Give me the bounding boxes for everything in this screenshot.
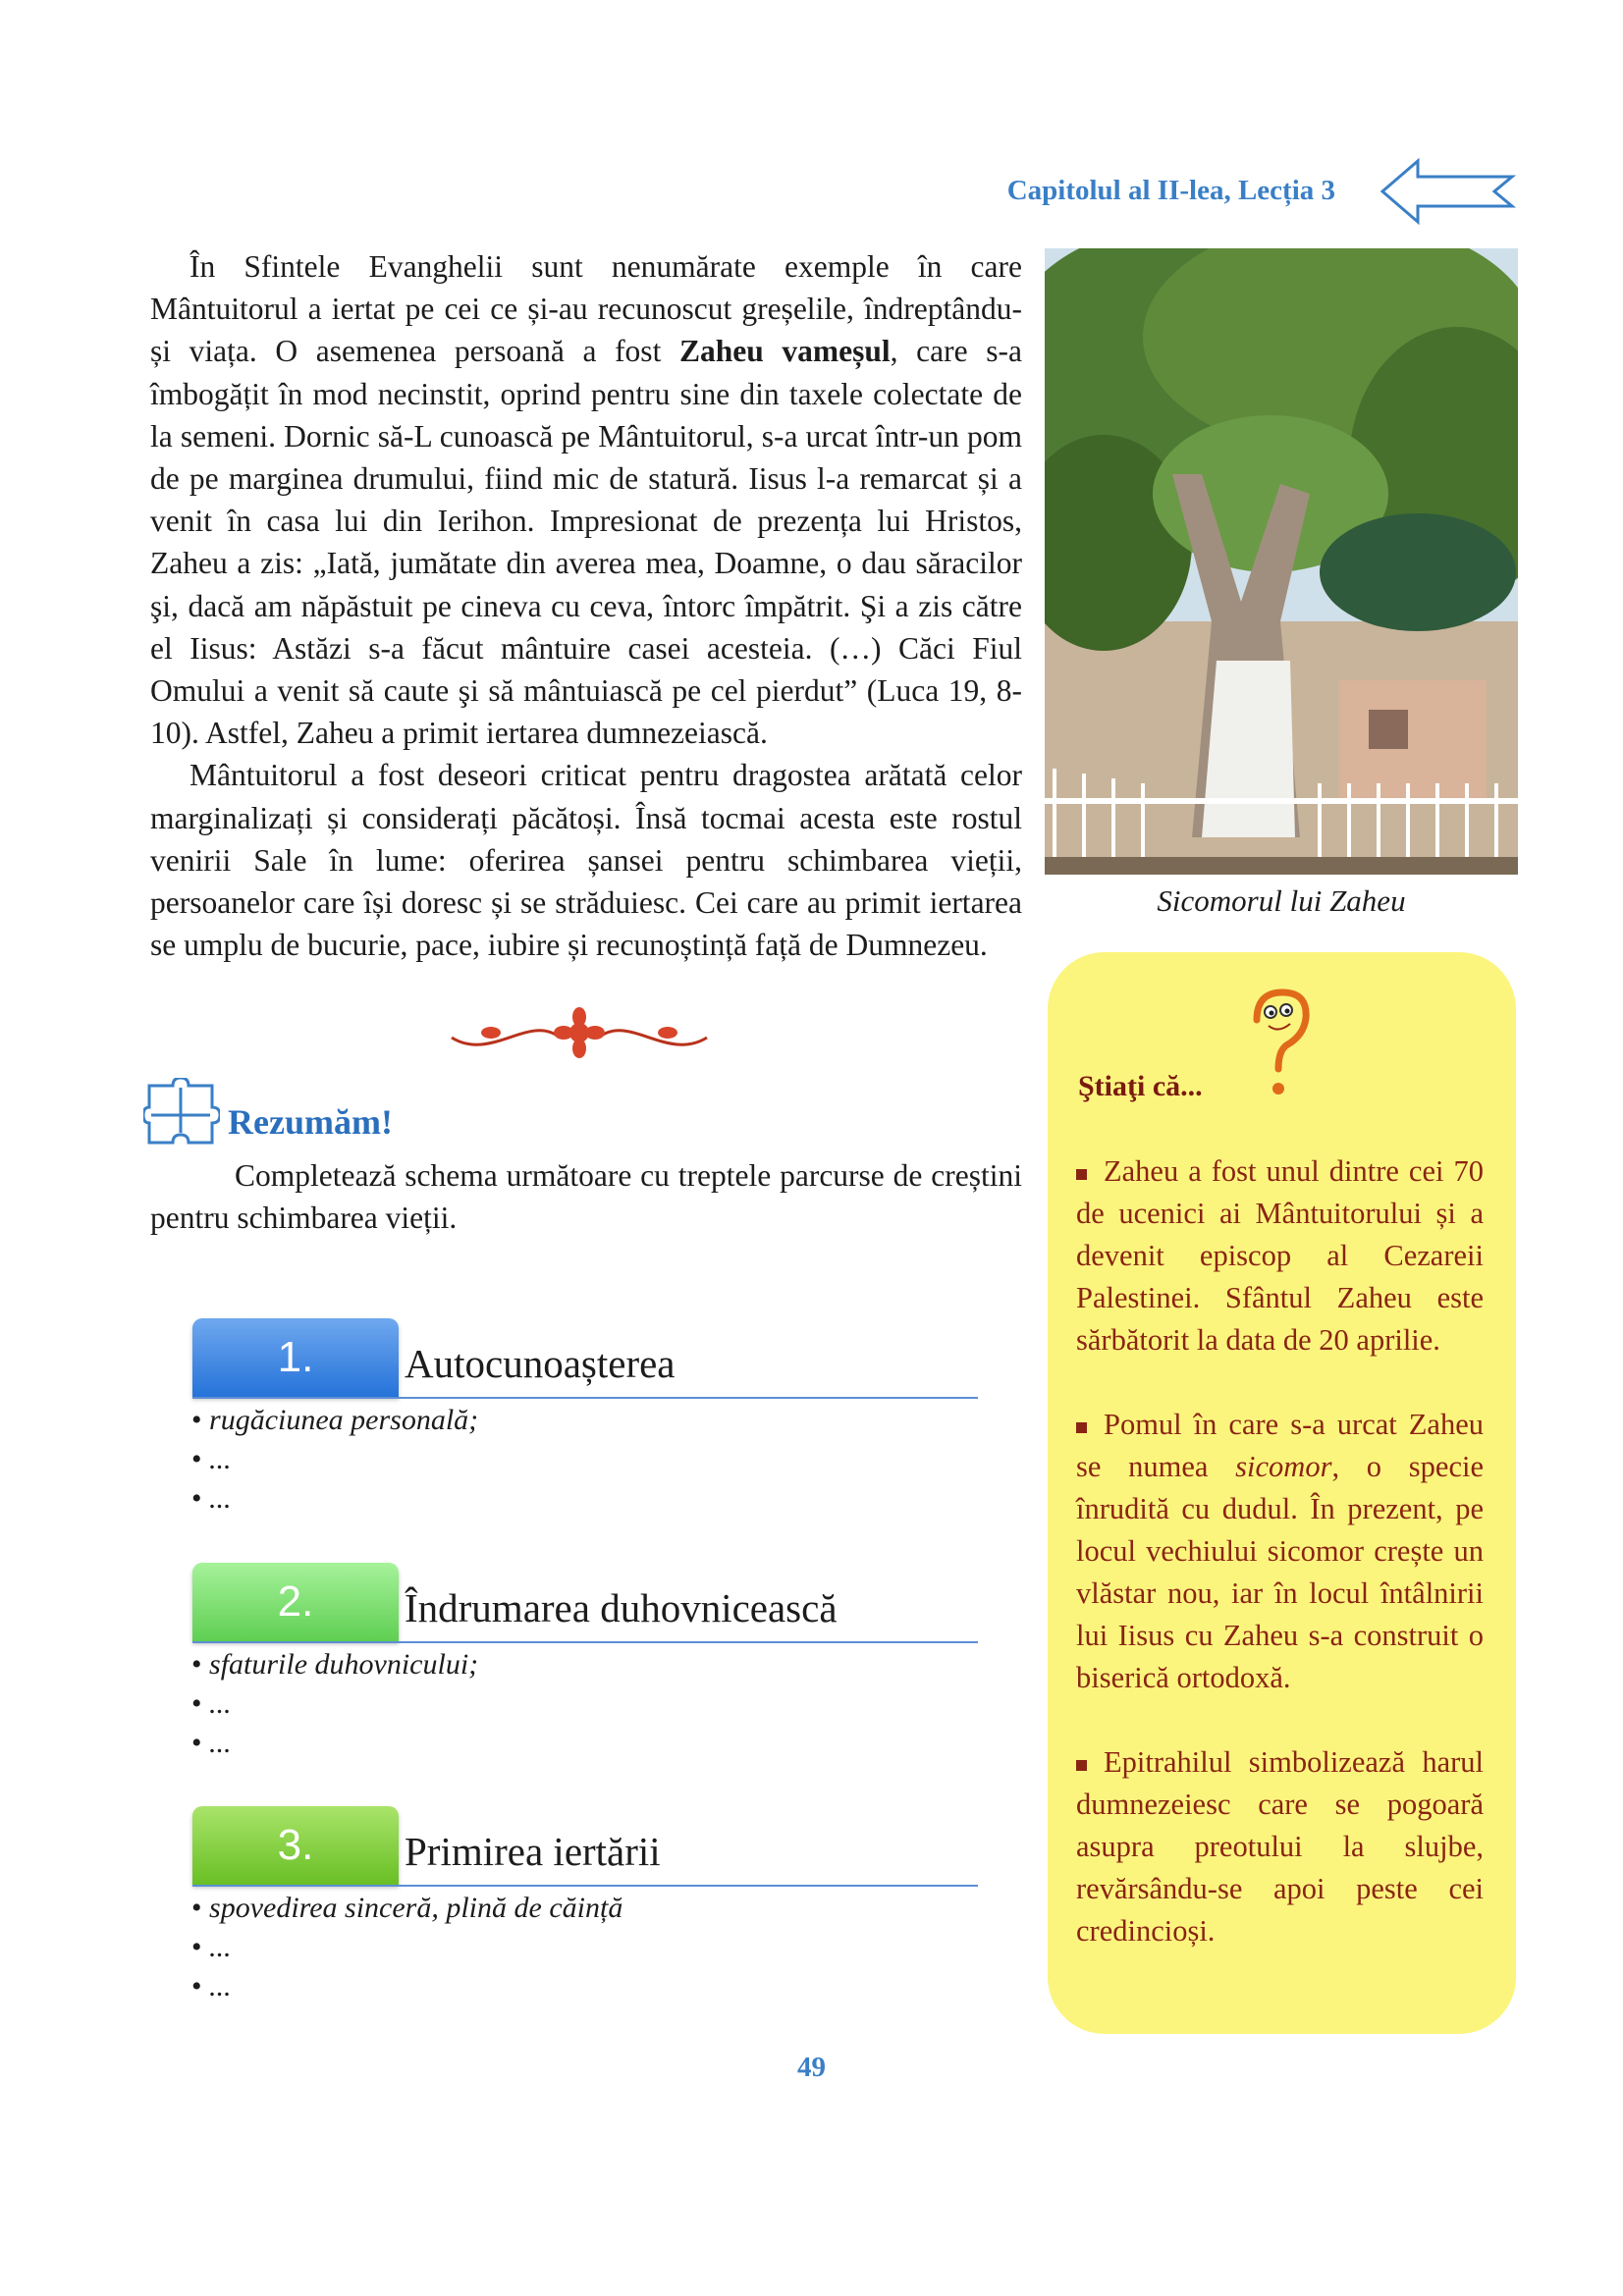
list-item: • ... xyxy=(191,1440,478,1479)
list-item: • ... xyxy=(191,1724,478,1763)
divider xyxy=(192,1885,978,1887)
summary-title: Rezumăm! xyxy=(228,1102,393,1142)
step-list xyxy=(191,1645,478,1763)
divider xyxy=(192,1641,978,1643)
arrow-left-icon xyxy=(1379,157,1516,226)
photo-caption: Sicomorul lui Zaheu xyxy=(1157,883,1406,918)
sycamore-photo xyxy=(1045,248,1518,875)
paragraph-2: Mântuitorul a fost deseori criticat pentru dragostea arătată celor marginalizați și considerați păcătoși. Însă tocmai acesta este rostul venirii Sale în lume: oferirea șansei pentru schimbarea vieții, persoanelor care își doresc și se străduiesc. Cei care au primit iertarea se umplu de bucurie, pace, iubire și recunoștință față de Dumnezeu. xyxy=(150,758,1022,963)
question-mark-icon xyxy=(1245,987,1314,1104)
puzzle-icon xyxy=(143,1078,220,1147)
step-title: Autocunoașterea xyxy=(405,1341,676,1386)
page-number: 49 xyxy=(797,2052,826,2083)
step-list xyxy=(191,1401,478,1519)
list-item: • ... xyxy=(191,1684,478,1724)
did-you-know-body xyxy=(1076,1150,1484,1995)
list-item: • ... xyxy=(191,1928,622,1967)
chapter-header: Capitolul al II-lea, Lecția 3 xyxy=(1006,175,1335,206)
square-bullet-icon xyxy=(1076,1422,1087,1433)
step-title: Primirea iertării xyxy=(405,1829,661,1874)
floral-ornament xyxy=(432,1003,727,1062)
step-list xyxy=(191,1889,622,2006)
step-title: Îndrumarea duhovnicească xyxy=(405,1585,838,1630)
step-number: 3. xyxy=(192,1806,399,1885)
bold-name: Zaheu vameșul xyxy=(678,334,891,369)
fact-item: Pomul în care s-a urcat Zaheu se numea sicomor, o specie înrudită cu dudul. În prezent, pe locul vechiului sicomor crește un vlăstar nou, iar în locul întâlnirii lui Iisus cu Zaheu s-a construit o biserică ortodoxă. xyxy=(1076,1408,1484,1694)
list-item: • ... xyxy=(191,1967,622,2006)
square-bullet-icon xyxy=(1076,1760,1087,1771)
step-number: 1. xyxy=(192,1318,399,1397)
main-text xyxy=(150,245,1022,966)
fact-item: Zaheu a fost unul dintre cei 70 de ucenici ai Mântuitorului și a devenit episcop al Cezareii Palestinei. Sfântul Zaheu este sărbătorit la data de 20 aprilie. xyxy=(1076,1154,1484,1357)
summary-instruction: Completează schema următoare cu treptele parcurse de creștini pentru schimbarea vieții. xyxy=(150,1158,1022,1235)
step-number: 2. xyxy=(192,1563,399,1641)
fact-item: Epitrahilul simbolizează harul dumnezeiesc care se pogoară asupra preotului la slujbe, revărsându-se apoi peste cei credincioși. xyxy=(1076,1745,1484,1948)
list-item: • spovedirea sinceră, plină de căință xyxy=(191,1889,622,1928)
paragraph-1: În Sfintele Evanghelii sunt nenumărate exemple în care Mântuitorul a iertat pe cei ce și-au recunoscut greșelile, îndreptându-și viața. O asemenea persoană a fost Zaheu vameșul, care s-a îmbogățit în mod necinstit, oprind pentru sine din taxele colectate de la semeni. Dornic să-L cunoască pe Mântuitorul, s-a urcat într-un pom de pe marginea drumului, fiind mic de statură. Iisus l-a remarcat și a venit în casa lui din Ierihon. Impresionat de prezența lui Hristos, Zaheu a zis: „Iată, jumătate din averea mea, Doamne, o dau săracilor şi, dacă am năpăstuit pe cineva cu ceva, întorc împătrit. Şi a zis către el Iisus: Astăzi s-a făcut mântuire casei acesteia. (…) Căci Fiul Omului a venit să caute şi să mântuiască pe cel pierdut” (Luca 19, 8-10). Astfel, Zaheu a primit iertarea dumnezeiască. xyxy=(150,249,1022,751)
list-item: • rugăciunea personală; xyxy=(191,1401,478,1440)
divider xyxy=(192,1397,978,1399)
list-item: • sfaturile duhovnicului; xyxy=(191,1645,478,1684)
did-you-know-title: Ştiaţi că... xyxy=(1078,1070,1203,1102)
square-bullet-icon xyxy=(1076,1169,1087,1180)
list-item: • ... xyxy=(191,1479,478,1519)
